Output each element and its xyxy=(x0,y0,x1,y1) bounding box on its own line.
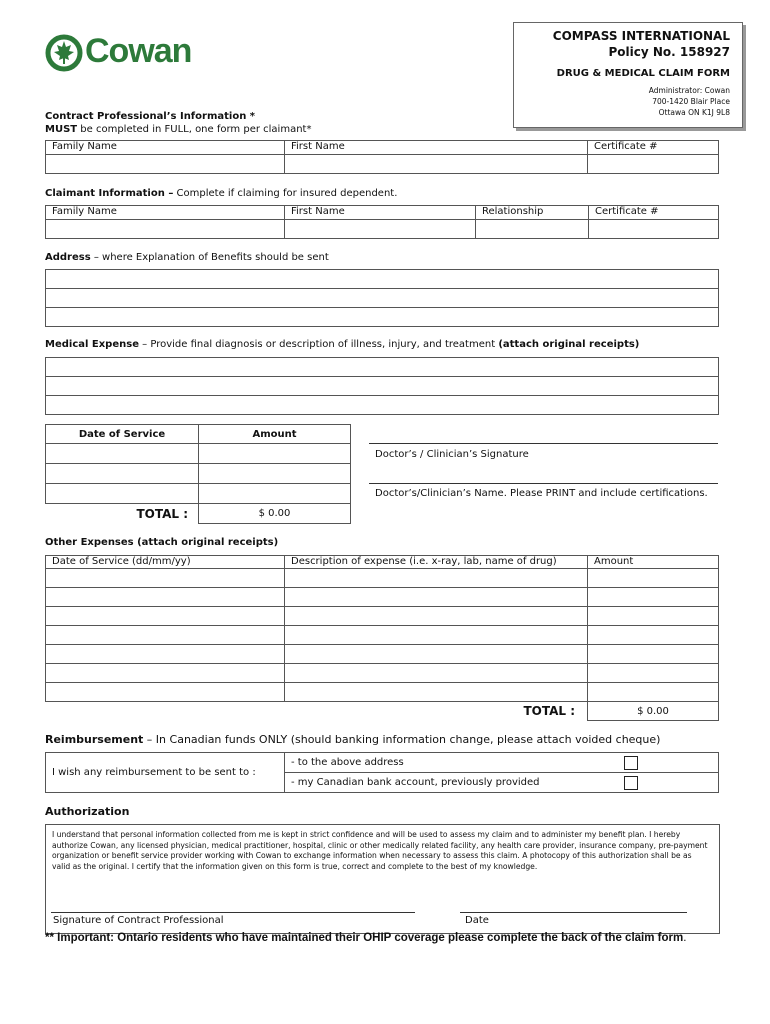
form-title: DRUG & MEDICAL CLAIM FORM xyxy=(556,68,730,79)
other-amount-input[interactable] xyxy=(588,626,719,645)
col-family-name: Family Name xyxy=(46,141,285,155)
other-date-input[interactable] xyxy=(46,607,285,626)
signature-label: Signature of Contract Professional xyxy=(53,915,224,926)
first-name-input[interactable] xyxy=(285,155,588,174)
signature-line[interactable] xyxy=(51,912,415,913)
other-description-input[interactable] xyxy=(285,569,588,588)
other-date-input[interactable] xyxy=(46,626,285,645)
address-line-2-input[interactable] xyxy=(46,289,719,308)
doctor-name-line[interactable] xyxy=(369,483,718,484)
admin-line-3: Ottawa ON K1J 9L8 xyxy=(658,108,730,117)
contract-must-note: MUST be completed in FULL, one form per claimant* xyxy=(45,124,312,135)
col-first-name: First Name xyxy=(285,206,476,220)
option-bank-account[interactable] xyxy=(285,773,719,793)
service-date-input[interactable] xyxy=(46,444,199,464)
other-amount-input[interactable] xyxy=(588,607,719,626)
col-date-of-service: Date of Service (dd/mm/yy) xyxy=(46,556,285,569)
col-certificate: Certificate # xyxy=(588,141,719,155)
other-description-input[interactable] xyxy=(285,645,588,664)
reimbursement-heading: Reimbursement – In Canadian funds ONLY (should banking information change, please attach voided cheque) xyxy=(45,733,661,746)
total-value: $ 0.00 xyxy=(199,504,351,524)
col-certificate: Certificate # xyxy=(589,206,719,220)
col-date-of-service: Date of Service xyxy=(46,425,199,444)
medical-line-3-input[interactable] xyxy=(46,396,719,415)
address-line-3-input[interactable] xyxy=(46,308,719,327)
other-description-input[interactable] xyxy=(285,626,588,645)
other-amount-input[interactable] xyxy=(588,569,719,588)
other-expenses-table xyxy=(45,555,719,721)
doctor-name-label: Doctor’s/Clinician’s Name. Please PRINT and include certifications. xyxy=(375,488,708,499)
col-family-name: Family Name xyxy=(46,206,285,220)
doctor-signature-line[interactable] xyxy=(369,443,718,444)
date-label: Date xyxy=(465,915,489,926)
claimant-relationship-input[interactable] xyxy=(476,220,589,239)
contract-table xyxy=(45,140,719,174)
address-table xyxy=(45,269,719,327)
other-description-input[interactable] xyxy=(285,683,588,702)
address-line-1-input[interactable] xyxy=(46,270,719,289)
col-first-name: First Name xyxy=(285,141,588,155)
claimant-certificate-input[interactable] xyxy=(589,220,719,239)
logo-text: Cowan xyxy=(85,32,192,70)
option-above-address[interactable] xyxy=(285,753,719,773)
cowan-logo xyxy=(45,33,205,73)
service-amount-input[interactable] xyxy=(199,484,351,504)
maple-leaf-icon xyxy=(45,33,83,73)
claimant-table xyxy=(45,205,719,239)
ohip-note: ** Important: Ontario residents who have maintained their OHIP coverage please complete the back of the claim form. xyxy=(45,932,687,944)
other-description-input[interactable] xyxy=(285,664,588,683)
claimant-first-name-input[interactable] xyxy=(285,220,476,239)
admin-line-1: Administrator: Cowan xyxy=(648,86,730,95)
authorization-text: I understand that personal information collected from me is kept in strict confidence and will be used to assess my claim and to administer my benefit plan. I hereby authorize Cowan, any licensed physician, medical practitioner, hospital, clinic or other medically related facility, any health care provider, insurance company, pre-payment organization or benefit service provider working with Cowan to exchange information when necessary to assess this claim. A photocopy of this authorization shall be as valid as the original. I certify that the information given on this form is true, correct and complete to the best of my knowledge. xyxy=(52,830,708,871)
date-line[interactable] xyxy=(460,912,687,913)
claimant-family-name-input[interactable] xyxy=(46,220,285,239)
service-amount-input[interactable] xyxy=(199,444,351,464)
other-total-value: $ 0.00 xyxy=(588,702,719,721)
col-description: Description of expense (i.e. x-ray, lab, name of drug) xyxy=(285,556,588,569)
company-name: COMPASS INTERNATIONAL xyxy=(552,29,730,43)
other-total-label: TOTAL : xyxy=(523,704,575,719)
doctor-signature-label: Doctor’s / Clinician’s Signature xyxy=(375,449,529,460)
service-amount-input[interactable] xyxy=(199,464,351,484)
bank-account-checkbox[interactable] xyxy=(624,776,638,790)
col-relationship: Relationship xyxy=(476,206,589,220)
other-description-input[interactable] xyxy=(285,588,588,607)
other-date-input[interactable] xyxy=(46,683,285,702)
col-amount: Amount xyxy=(199,425,351,444)
service-date-input[interactable] xyxy=(46,464,199,484)
other-amount-input[interactable] xyxy=(588,645,719,664)
medical-heading: Medical Expense – Provide final diagnosis or description of illness, injury, and treatment (attach original receipts) xyxy=(45,339,640,350)
policy-info-box xyxy=(513,22,743,128)
reimbursement-label: I wish any reimbursement to be sent to : xyxy=(46,753,285,793)
contract-heading: Contract Professional’s Information * xyxy=(45,111,256,122)
address-heading: Address – where Explanation of Benefits should be sent xyxy=(45,252,329,263)
option-bank-account-label: - my Canadian bank account, previously provided xyxy=(291,777,540,788)
medical-table xyxy=(45,357,719,415)
reimbursement-table xyxy=(45,752,719,793)
authorization-heading: Authorization xyxy=(45,805,130,818)
other-amount-input[interactable] xyxy=(588,664,719,683)
option-above-address-label: - to the above address xyxy=(291,757,404,768)
other-amount-input[interactable] xyxy=(588,588,719,607)
authorization-box xyxy=(45,824,720,934)
medical-line-2-input[interactable] xyxy=(46,377,719,396)
other-date-input[interactable] xyxy=(46,588,285,607)
col-amount: Amount xyxy=(588,556,719,569)
other-description-input[interactable] xyxy=(285,607,588,626)
claimant-heading: Claimant Information – Complete if claiming for insured dependent. xyxy=(45,188,398,199)
other-date-input[interactable] xyxy=(46,569,285,588)
other-date-input[interactable] xyxy=(46,645,285,664)
other-expenses-heading: Other Expenses (attach original receipts) xyxy=(45,537,279,548)
service-date-input[interactable] xyxy=(46,484,199,504)
medical-line-1-input[interactable] xyxy=(46,358,719,377)
other-amount-input[interactable] xyxy=(588,683,719,702)
service-table xyxy=(45,424,351,524)
certificate-input[interactable] xyxy=(588,155,719,174)
family-name-input[interactable] xyxy=(46,155,285,174)
policy-number: Policy No. 158927 xyxy=(608,45,730,59)
above-address-checkbox[interactable] xyxy=(624,756,638,770)
admin-line-2: 700-1420 Blair Place xyxy=(652,97,730,106)
total-label: TOTAL : xyxy=(136,506,188,521)
other-date-input[interactable] xyxy=(46,664,285,683)
